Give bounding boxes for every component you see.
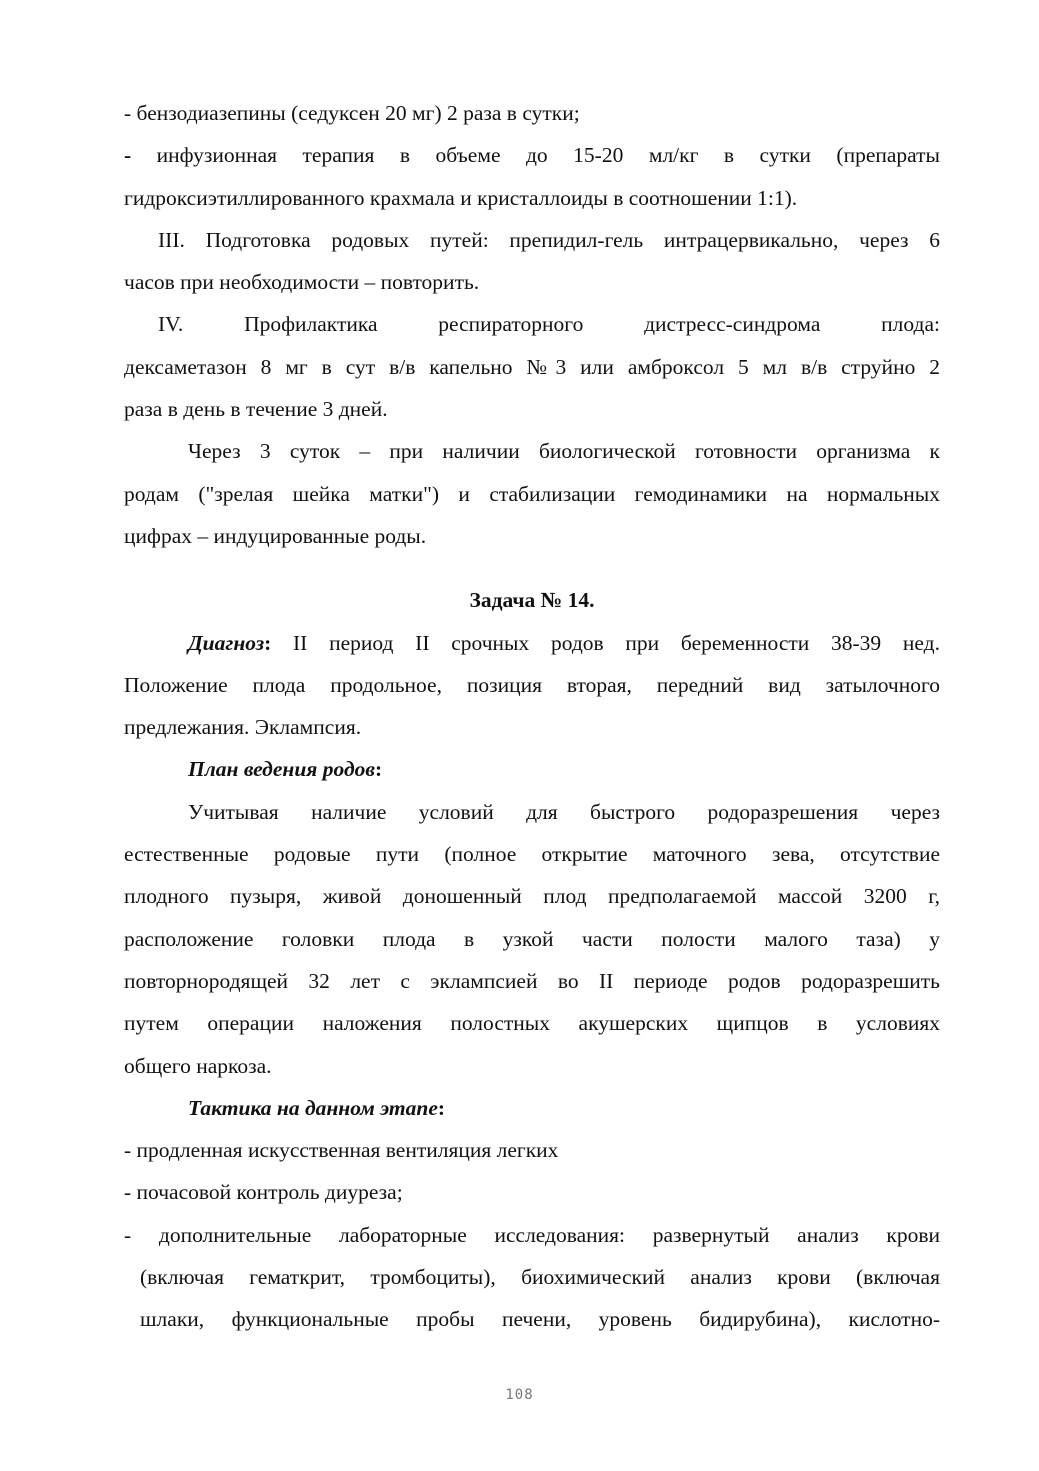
- plan-line-1: Учитывая наличие условий для быстрого родоразрешения через: [188, 799, 940, 824]
- list-dash: -: [124, 143, 132, 168]
- list-item-infusion-therapy: [124, 134, 940, 176]
- plan-label: План ведения родов: [188, 757, 375, 782]
- list-item-infusion-text: инфузионная терапия в объеме до 15-20 мл/кг в сутки (препараты: [131, 143, 940, 168]
- plan-line-7: общего наркоза.: [124, 1053, 272, 1078]
- diagnosis-line: [124, 622, 940, 664]
- list-item-infusion-continued: гидроксиэтиллированного крахмала и кристаллоиды в соотношении 1:1).: [124, 185, 798, 210]
- diagnosis-text: II период II срочных родов при беременности 38-39 нед.: [271, 630, 940, 655]
- paragraph-induction-continued: родам ("зрелая шейка матки") и стабилизации гемодинамики на нормальных: [124, 481, 940, 506]
- tactics-item-lab-tests-continued: (включая гематкрит, тромбоциты), биохимический анализ крови (включая: [140, 1265, 940, 1290]
- diagnosis-line-2: Положение плода продольное, позиция вторая, передний вид затылочного: [124, 672, 940, 697]
- paragraph-induction: Через 3 суток – при наличии биологической готовности организма к: [188, 439, 940, 464]
- diagnosis-label: Диагноз: [188, 630, 265, 655]
- paragraph-rds-prevention: IV. Профилактика респираторного дистресс-синдрома плода:: [158, 312, 940, 337]
- task-heading: Задача № 14.: [469, 588, 595, 613]
- paragraph-birth-canal-preparation: III. Подготовка родовых путей: препидил-гель интрацервикально, через 6: [158, 227, 940, 252]
- paragraph-birth-canal-continued: часов при необходимости – повторить.: [124, 270, 480, 295]
- tactics-heading: [124, 1087, 940, 1129]
- tactics-item-ventilation: - продленная искусственная вентиляция легких: [124, 1138, 559, 1163]
- plan-heading: [124, 748, 940, 790]
- paragraph-rds-drugs: дексаметазон 8 мг в сут в/в капельно №3 или амброксол 5 мл в/в струйно 2: [124, 354, 940, 379]
- list-item-benzodiazepines: - бензодиазепины (седуксен 20 мг) 2 раза в сутки;: [124, 101, 580, 125]
- paragraph-rds-duration: раза в день в течение 3 дней.: [124, 397, 388, 422]
- plan-line-6: путем операции наложения полостных акушерских щипцов в условиях: [124, 1011, 940, 1036]
- document-page: [124, 92, 940, 1341]
- plan-colon: :: [374, 757, 383, 782]
- tactics-item-diuresis: - почасовой контроль диуреза;: [124, 1180, 403, 1205]
- page-number: 108: [505, 1387, 534, 1403]
- diagnosis-colon: :: [264, 630, 272, 655]
- tactics-item-lab-tests-end: шлаки, функциональные пробы печени, уровень бидирубина), кислотно-: [140, 1307, 940, 1332]
- diagnosis-line-3: предлежания. Эклампсия.: [124, 715, 362, 740]
- plan-line-3: плодного пузыря, живой доношенный плод предполагаемой массой 3200 г,: [124, 884, 940, 909]
- tactics-item-lab-tests: - дополнительные лабораторные исследования: развернутый анализ крови: [124, 1222, 940, 1247]
- plan-line-4: расположение головки плода в узкой части полости малого таза) у: [124, 926, 940, 951]
- section-gap: [124, 557, 940, 569]
- paragraph-induction-end: цифрах – индуцированные роды.: [124, 523, 427, 548]
- tactics-colon: :: [437, 1095, 446, 1120]
- tactics-label: Тактика на данном этапе: [188, 1095, 438, 1120]
- plan-line-2: естественные родовые пути (полное открытие маточного зева, отсутствие: [124, 842, 940, 867]
- plan-line-5: повторнородящей 32 лет с эклампсией во II периоде родов родоразрешить: [124, 968, 940, 993]
